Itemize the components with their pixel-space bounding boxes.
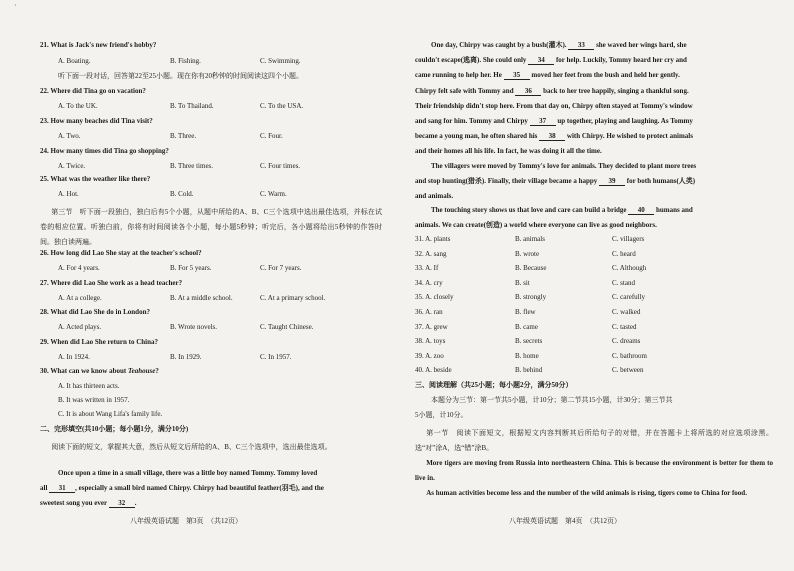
passage-line-2a: all	[40, 484, 50, 492]
option-31-a: 31. A. plants	[415, 235, 451, 243]
option-36-b: B. flew	[515, 308, 536, 316]
passage-text: for both humans(人类)	[625, 177, 696, 186]
passage-text: and stop hunting(猎杀). Finally, their village became a happy	[415, 177, 600, 186]
question-30-title: Teahouse	[127, 367, 156, 375]
option-21a: A. Boating.	[58, 57, 91, 65]
question-23: 23. How many beaches did Tina visit?	[40, 117, 153, 125]
passage-line-p1-4	[415, 88, 689, 96]
passage-line-2b: , especially a small bird named Chirpy. Chirpy had beautiful feather(羽毛), and the	[75, 484, 324, 492]
passage-text: couldn't escape(逃离). She could only	[415, 56, 529, 65]
option-31-c: C. villagers	[612, 235, 645, 243]
option-32-a: 32. A. sang	[415, 249, 447, 258]
part2-title: 二、完形填空(共10小题；每小题1分，满分10分)	[40, 425, 189, 433]
passage-text: became a young man, he often shared his	[415, 132, 540, 141]
passage-line-p3-1	[431, 207, 693, 215]
passage-text: moved her feet from the bush and held her gently.	[529, 71, 680, 80]
option-25c: C. Warm.	[260, 190, 287, 198]
part3-instruction-2: 5小题，计10分。	[415, 411, 468, 419]
passage-text: and animals.	[415, 192, 454, 201]
question-24: 24. How many times did Tina go shopping?	[40, 147, 169, 155]
option-31-b: B. animals	[515, 235, 545, 243]
option-39-c: C. bathroom	[612, 351, 647, 360]
passage-text: The villagers were moved by Tommy's love for animals. They decided to plant more trees	[431, 162, 697, 170]
option-22c: C. To the USA.	[260, 102, 304, 110]
passage-text: humans and	[654, 206, 693, 214]
question-27: 27. Where did Lao She work as a head teacher?	[40, 279, 183, 287]
option-39-b: B. home	[515, 351, 539, 360]
option-37-b: B. came	[515, 322, 538, 331]
option-35-b: B. strongly	[515, 293, 547, 302]
passage-line-2	[40, 485, 324, 493]
option-38-c: C. dreams	[612, 337, 641, 346]
question-25: 25. What was the weather like there?	[40, 175, 151, 183]
option-26b: B. For 5 years.	[170, 264, 212, 272]
option-29c: C. In 1957.	[260, 353, 292, 361]
passage-text: she waved her wings hard, she	[594, 41, 687, 49]
question-29: 29. When did Lao She return to China?	[40, 338, 158, 346]
option-25b: B. Cold.	[170, 190, 194, 198]
passage-line-3b: .	[134, 499, 137, 507]
option-22a: A. To the UK.	[58, 102, 98, 110]
blank-32: 32	[109, 500, 135, 508]
passage-text: with Chirpy. He wished to protect animals	[565, 132, 693, 141]
passage-line-p1-5	[415, 103, 693, 110]
option-36-a: 36. A. ran	[415, 308, 443, 316]
blank-33: 33	[568, 42, 594, 50]
option-29a: A. In 1924.	[58, 353, 90, 361]
question-26: 26. How long did Lao She stay at the teacher's school?	[40, 249, 202, 257]
passage-line-p3-2	[415, 222, 657, 229]
option-34-a: 34. A. cry	[415, 278, 443, 287]
option-37-c: C. tasted	[612, 322, 637, 331]
passage-line-p1-2	[415, 57, 687, 65]
option-25a: A. Hot.	[58, 190, 79, 198]
part2-instruction: 阅读下面的短文，掌握其大意，然后从短文后所给的A、B、C三个选项中，选出最佳选项。	[51, 443, 332, 451]
passage-line-p1-8	[415, 148, 602, 155]
blank-34: 34	[528, 57, 554, 65]
question-28: 28. What did Lao She do in London?	[40, 308, 150, 316]
passage-text: and their homes all his life. In fact, he was doing it all the time.	[415, 147, 602, 156]
passage-text: and sang for him. Tommy and Chirpy	[415, 117, 530, 125]
section3-instruction: 第三节 听下面一段独白，独白后有5个小题，从题中所给的A、B、C三个选项中选出最佳选项，并标在试卷的相应位置。听独白前，你将有时间阅读各个小题，每小题5秒钟；听完后，各小题将给出5秒钟的作答时间。独白读两遍。	[40, 208, 382, 246]
option-21c: C. Swimming.	[260, 57, 301, 65]
passage-text: The touching story shows us that love and care can build a bridge	[431, 206, 629, 214]
passage-line-1: Once upon a time in a small village, there was a little boy named Tommy. Tommy loved	[58, 469, 318, 477]
option-34-c: C. stand	[612, 278, 635, 287]
option-38-b: B. secrets	[515, 337, 543, 346]
option-33-b: B. Because	[515, 264, 547, 273]
blank-36: 36	[515, 88, 541, 96]
option-28c: C. Taught Chinese.	[260, 323, 314, 331]
option-39-a: 39. A. zoo	[415, 351, 444, 360]
question-21: 21. What is Jack's new friend's hobby?	[40, 41, 157, 49]
passage-text: One day, Chirpy was caught by a bush(灌木).	[431, 41, 569, 49]
instruction-22-25: 听下面一段对话，回答第22至25小题。现在你有20秒钟的时间阅读这四个小题。	[58, 72, 303, 80]
option-37-a: 37. A. grew	[415, 322, 448, 331]
option-28b: B. Wrote novels.	[170, 323, 218, 331]
part3-title: 三、阅读理解（共25小题；每小题2分，满分50分）	[415, 381, 573, 389]
blank-40: 40	[628, 207, 654, 215]
option-24c: C. Four times.	[260, 162, 301, 170]
option-23a: A. Two.	[58, 132, 81, 140]
passage-text: animals. We can create(创造) a world where everyone can live as good neighbors.	[415, 221, 657, 230]
passage-line-3	[40, 500, 136, 508]
passage-line-p2-3	[415, 193, 453, 200]
option-23c: C. Four.	[260, 132, 283, 140]
passage-line-3a: sweetest song you ever	[40, 499, 109, 507]
reading-paragraph-2: As human activities become less and the number of the wild animals is rising, tigers come to China for food.	[426, 489, 747, 497]
passage-text: Chirpy felt safe with Tommy and	[415, 86, 516, 95]
option-27c: C. At a primary school.	[260, 294, 326, 302]
option-40-c: C. between	[612, 366, 644, 375]
option-24b: B. Three times.	[170, 162, 214, 170]
passage-line-p1-1	[431, 42, 687, 50]
passage-line-p1-7	[415, 133, 693, 141]
passage-text: back to her tree happily, singing a thankful song.	[541, 86, 689, 95]
passage-line-p1-3	[415, 72, 680, 80]
part3-instruction-1: 本题分为三节：第一节共5小题，计10分；第二节共15小题，计30分；第三节共	[431, 396, 673, 404]
option-30a: A. It has thirteen acts.	[58, 382, 120, 390]
option-32-b: B. wrote	[515, 249, 540, 258]
option-33-c: C. Although	[612, 264, 647, 273]
blank-38: 38	[539, 133, 565, 141]
option-30c: C. It is about Wang Lifa's family life.	[58, 410, 163, 418]
question-30-text: 30. What can we know about	[40, 367, 128, 375]
option-34-b: B. sit	[515, 278, 530, 287]
passage-text: came running to help her. He	[415, 71, 504, 80]
option-33-a: 33. A. If	[415, 264, 439, 273]
passage-text: up together, playing and laughing. As Tommy	[555, 117, 693, 125]
question-22: 22. Where did Tina go on vacation?	[40, 87, 146, 95]
option-26c: C. For 7 years.	[260, 264, 302, 272]
option-35-a: 35. A. closely	[415, 293, 454, 302]
blank-37: 37	[530, 118, 556, 126]
option-38-a: 38. A. toys	[415, 337, 446, 346]
passage-text: for help. Luckily, Tommy heard her cry and	[554, 56, 687, 65]
option-32-c: C. heard	[612, 249, 636, 258]
question-30	[40, 368, 159, 375]
corner-mark: ·	[14, 1, 17, 10]
blank-35: 35	[504, 72, 530, 80]
option-23b: B. Three.	[170, 132, 197, 140]
page-footer-right: 八年级英语试题 第4页 （共12页）	[509, 517, 621, 525]
right-page	[397, 0, 794, 571]
option-22b: B. To Thailand.	[170, 102, 214, 110]
passage-line-p2-1	[431, 163, 696, 170]
page-footer-left: 八年级英语试题 第3页 （共12页）	[130, 517, 242, 525]
blank-39: 39	[599, 178, 625, 186]
option-28a: A. Acted plays.	[58, 323, 102, 331]
option-26a: A. For 4 years.	[58, 264, 100, 272]
option-35-c: C. carefully	[612, 293, 646, 302]
passage-line-p1-6	[415, 118, 693, 126]
option-27b: B. At a middle school.	[170, 294, 233, 302]
blank-31: 31	[49, 485, 75, 493]
passage-text: Their friendship didn't stop here. From that day on, Chirpy often stayed at Tommy's window	[415, 101, 693, 110]
option-21b: B. Fishing.	[170, 57, 201, 65]
reading-paragraph-1: More tigers are moving from Russia into northeastern China. This is because the environment is better for them to live in.	[415, 459, 773, 482]
option-30b: B. It was written in 1957.	[58, 396, 130, 404]
option-27a: A. At a college.	[58, 294, 102, 302]
option-24a: A. Twice.	[58, 162, 86, 170]
option-36-c: C. walked	[612, 308, 641, 316]
section1-instruction: 第一节 阅读下面短文，根据短文内容判断其后所给句子的对错，并在答题卡上将所选的对应选项涂黑。选“对”涂A，选“错”涂B。	[415, 429, 773, 452]
option-40-b: B. behind	[515, 366, 543, 375]
option-40-a: 40. A. beside	[415, 366, 452, 375]
option-29b: B. In 1929.	[170, 353, 202, 361]
question-30-end: ?	[155, 367, 159, 375]
passage-line-p2-2	[415, 178, 695, 186]
